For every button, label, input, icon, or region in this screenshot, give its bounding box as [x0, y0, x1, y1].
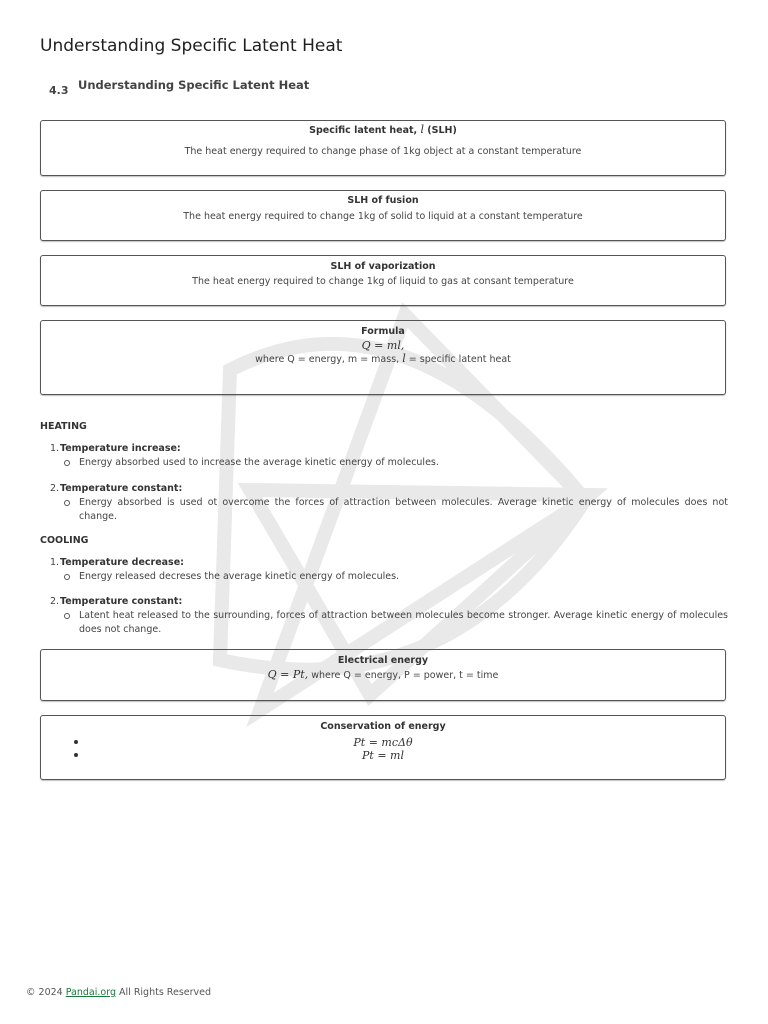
conservation-box-title: Conservation of energy [320, 721, 446, 732]
fusion-box-text: The heat energy required to change 1kg of solid to liquid at a constant temperature [183, 211, 583, 222]
fusion-box-title: SLH of fusion [347, 195, 419, 206]
slh-box-text: The heat energy required to change phase of 1kg object at a constant temperature [184, 146, 582, 157]
circle-bullet-icon [64, 613, 70, 619]
section-heading [49, 78, 309, 97]
fusion-definition-box [40, 190, 726, 241]
cooling-label: COOLING [40, 535, 89, 546]
heating-item-2: 2.Temperature constant: Energy absorbed is used ot overcome the forces of attraction between molecules. Average kinetic energy of molecules does not change. [50, 483, 728, 522]
bullet-icon [74, 740, 78, 744]
circle-bullet-icon [64, 500, 70, 506]
formula-box-title: Formula [361, 326, 405, 337]
circle-bullet-icon [64, 460, 70, 466]
formula-box [40, 320, 726, 395]
pandai-link[interactable]: Pandai.org [65, 987, 116, 998]
cooling-item-2: 2.Temperature constant: Latent heat released to the surrounding, forces of attraction between molecules become stronger. Average kinetic energy of molecules does not change. [50, 596, 728, 635]
formula-where-text: where Q = energy, m = mass, l = specific latent heat [255, 352, 511, 365]
list-item: Pt = mcΔθ [41, 736, 725, 749]
cooling-item-1: 1.Temperature decrease: Energy released decreses the average kinetic energy of molecules. [50, 557, 400, 582]
section-title: Understanding Specific Latent Heat [78, 78, 310, 92]
electrical-box-title: Electrical energy [337, 655, 429, 666]
slh-definition-box [40, 120, 726, 176]
electrical-equation-line: Q = Pt, where Q = energy, P = power, t = time [267, 668, 499, 681]
footer: © 2024 Pandai.org All Rights Reserved [26, 987, 212, 998]
section-number: 4.3 [49, 84, 69, 97]
vaporization-box-text: The heat energy required to change 1kg of liquid to gas at consant temperature [192, 276, 574, 287]
circle-bullet-icon [64, 574, 70, 580]
vaporization-definition-box [40, 255, 726, 306]
bullet-icon [74, 753, 78, 757]
vaporization-box-title: SLH of vaporization [330, 261, 436, 272]
heating-label: HEATING [40, 421, 87, 432]
slh-box-title: Specific latent heat, l (SLH) [309, 123, 457, 136]
list-item: Pt = ml [41, 749, 725, 762]
electrical-energy-box [40, 649, 726, 701]
conservation-of-energy-box [40, 715, 726, 780]
heating-item-1: 1.Temperature increase: Energy absorbed used to increase the average kinetic energy of molecules. [50, 443, 439, 468]
page-title: Understanding Specific Latent Heat [40, 36, 343, 56]
formula-equation: Q = ml, [361, 339, 405, 352]
